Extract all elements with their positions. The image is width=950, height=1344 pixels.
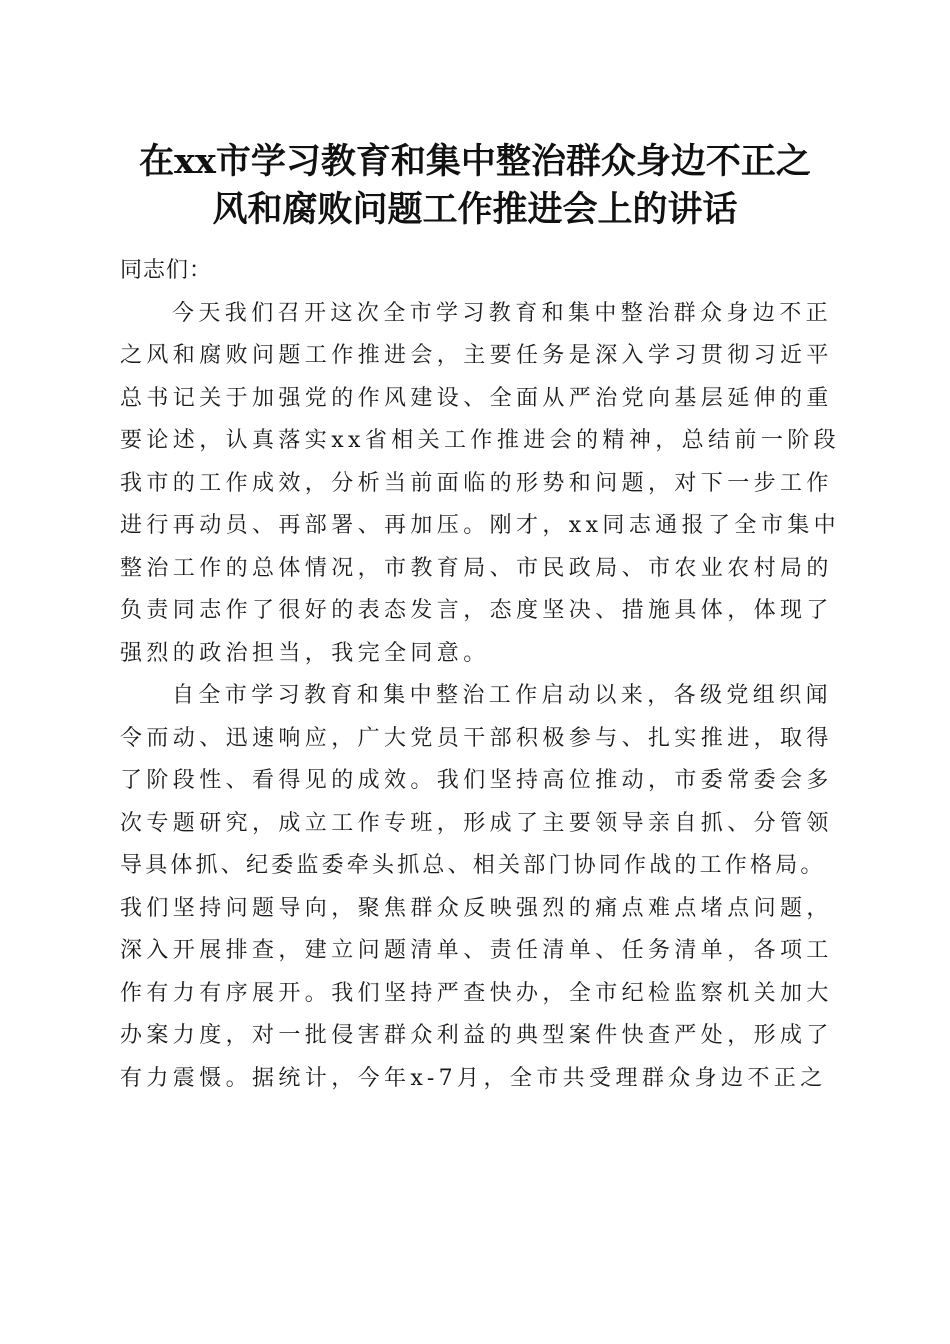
title-line-2: 风和腐败问题工作推进会上的讲话 bbox=[212, 189, 738, 230]
paragraph-line: 总书记关于加强党的作风建设、全面从严治党向基层延伸的重 bbox=[120, 385, 833, 411]
paragraph-line: 我市的工作成效，分析当前面临的形势和问题，对下一步工作 bbox=[120, 470, 833, 496]
paragraph-line: 令而动、迅速响应，广大党员干部积极参与、扎实推进，取得 bbox=[120, 725, 833, 751]
paragraph-line: 要论述，认真落实xx省相关工作推进会的精神，总结前一阶段 bbox=[120, 428, 841, 453]
paragraph-line: 作有力有序展开。我们坚持严查快办，全市纪检监察机关加大 bbox=[120, 980, 833, 1006]
paragraph-line: 强烈的政治担当，我完全同意。 bbox=[120, 640, 490, 666]
greeting: 同志们： bbox=[120, 258, 213, 283]
paragraph-line: 自全市学习教育和集中整治工作启动以来，各级党组织闻 bbox=[172, 683, 833, 708]
document-body bbox=[120, 250, 841, 1100]
paragraph-line: 今天我们召开这次全市学习教育和集中整治群众身边不正 bbox=[172, 300, 833, 326]
paragraph-line: 有力震慑。据统计，今年x-7月，全市共受理群众身边不正之 bbox=[120, 1065, 827, 1091]
paragraph-line: 我们坚持问题导向，聚焦群众反映强烈的痛点难点堵点问题， bbox=[120, 895, 833, 921]
paragraph-line: 之风和腐败问题工作推进会，主要任务是深入学习贯彻习近平 bbox=[120, 343, 833, 368]
paragraph-line: 了阶段性、看得见的成效。我们坚持高位推动，市委常委会多 bbox=[120, 768, 833, 793]
paragraph-line: 进行再动员、再部署、再加压。刚才，xx同志通报了全市集中 bbox=[120, 513, 841, 538]
document-title bbox=[100, 138, 850, 234]
paragraph-line: 整治工作的总体情况，市教育局、市民政局、市农业农村局的 bbox=[120, 555, 833, 581]
paragraph-line: 负责同志作了很好的表态发言，态度坚决、措施具体，体现了 bbox=[120, 598, 833, 623]
paragraph-line: 办案力度，对一批侵害群众利益的典型案件快查严处，形成了 bbox=[120, 1023, 833, 1048]
paragraph-1 bbox=[120, 293, 841, 676]
paragraph-line: 深入开展排查，建立问题清单、责任清单、任务清单，各项工 bbox=[120, 938, 833, 963]
paragraph-2 bbox=[120, 675, 833, 1100]
title-line-1: 在xx市学习教育和集中整治群众身边不正之 bbox=[139, 141, 811, 182]
paragraph-line: 导具体抓、纪委监委牵头抓总、相关部门协同作战的工作格局。 bbox=[120, 853, 826, 878]
paragraph-line: 次专题研究，成立工作专班，形成了主要领导亲自抓、分管领 bbox=[120, 810, 833, 836]
